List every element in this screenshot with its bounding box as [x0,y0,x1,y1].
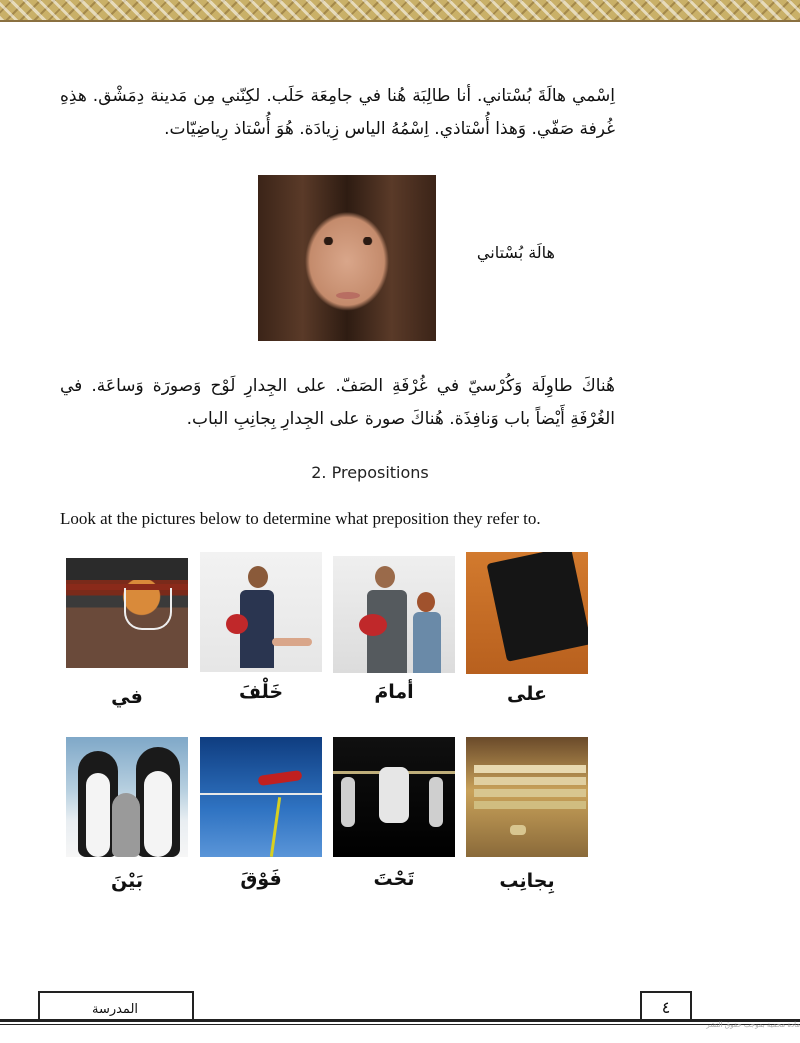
reading-paragraph-1: اِسْمي هالَةَ بُسْتاني. أنا طالِبَة هُنا في جامِعَة حَلَب. لكِنّني مِن مَدينة دِمَشْق. هذِهِ غُرفة صَفّي. وَهذا أُسْتاذي. اِسْمُهُ الياس زِيادَة. هُوَ أُسْتاذ رِياضِيّات. [60,86,615,139]
preposition-tahta: تَحْتَ [373,868,415,890]
instructions-text: Look at the pictures below to determine what preposition they refer to. [60,509,541,528]
preposition-amama: أمامَ [374,681,414,703]
ornamental-top-border [0,0,800,22]
picture-penguin-between [66,737,188,857]
preposition-khalfa: خَلْفَ [238,681,284,703]
reading-paragraph-2: هُناكَ طاوِلَة وَكُرْسيّ في غُرْفَةِ الصَفّ. على الجِدارِ لَوْح وَصورَة وَساعَة. في الغُرْفَةِ أَيْضاً باب وَنافِذَة. هُناكَ صورة على الجِدارِ بِجانِبِ الباب. [60,376,615,429]
preposition-bijanib: بِجانِب [499,870,555,892]
page-number: ٤ [661,998,671,1017]
preposition-fawqa: فَوْقَ [240,868,282,890]
preposition-ala: على [507,683,547,705]
picture-flowers-behind-back [200,552,322,672]
footer-rule [0,1019,800,1022]
picture-books-beside [466,737,588,857]
picture-ball-in-hoop [66,558,188,668]
portrait-lips [336,292,360,299]
picture-flowers-in-front [333,556,455,673]
copyright-note: مادة محمية بموجب حقوق النشر [706,1021,800,1029]
portrait-caption: هالَة بُسْتاني [476,243,555,262]
preposition-fi: في [111,686,143,708]
portrait-eyes [320,237,376,245]
footer-chapter-label: المدرسة [91,1002,139,1017]
portrait-photo [258,175,436,341]
picture-figures-under-bar [333,737,455,857]
picture-pole-vault-above [200,737,322,857]
preposition-bayna: بَيْنَ [111,870,143,892]
picture-notebook-on-table [466,552,588,674]
footer-rule-thin [0,1024,800,1025]
section-title: 2. Prepositions [311,463,429,482]
